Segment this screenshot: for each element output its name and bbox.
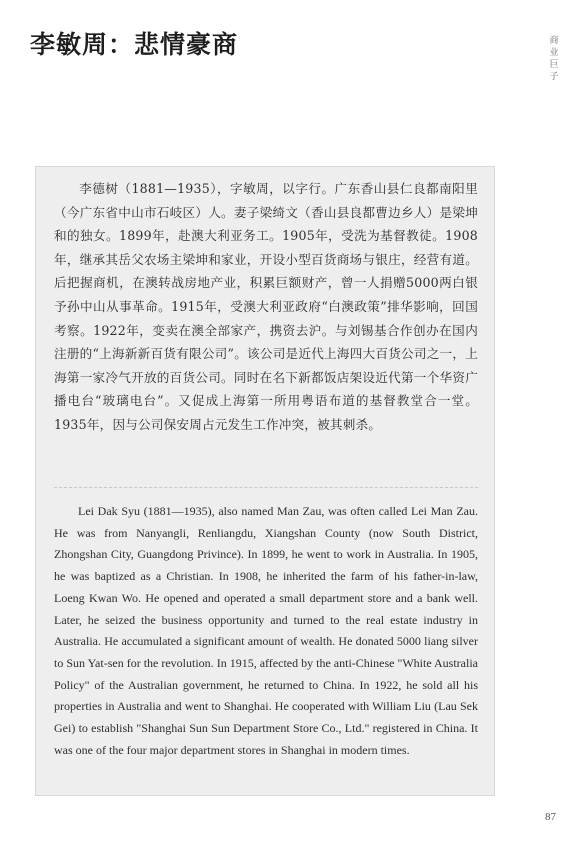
dashed-divider [54, 487, 478, 488]
page-title: 李敏周：悲情豪商 [30, 30, 239, 59]
page-number: 87 [545, 811, 556, 823]
biography-english: Lei Dak Syu (1881—1935), also named Man Zau, was often called Lei Man Zau. He was from Nanyangli, Renliangdu, Xiangshan County (now South District, Zhongshan City, Guangdong Privince). In 1899, he went to work in Australia. In 1905, he was baptized as a Christian. In 1908, he inherited the farm of his father-in-law, Loeng Kwan Wo. He opened and operated a small department store and a bank well. Later, he seized the business opportunity and turned to the real estate industry in Australia. He accumulated a significant amount of wealth. He donated 5000 liang silver to Sun Yat-sen for the revolution. In 1915, affected by the anti-Chinese "White Australia Policy" of the Australian government, he returned to China. In 1922, he sold all his properties in Australia and went to Shanghai. He cooperated with William Liu (Lau Sek Gei) to establish "Shanghai Sun Sun Department Store Co., Ltd." registered in China. It was one of the four major department stores in Shanghai in modern times. [54, 504, 478, 757]
biography-box [35, 166, 495, 796]
biography-chinese: 李德树（1881—1935），字敏周，以字行。广东香山县仁良都南阳里（今广东省中山市石岐区）人。妻子梁绮文（香山县良都曹边乡人）是梁坤和的独女。1899年，赴澳大利亚务工。1905年，受洗为基督教徒。1908年，继承其岳父农场主梁坤和家业，开设小型百货商场与银庄，经营有道。后把握商机，在澳转战房地产业，积累巨额财产，曾一人捐赠5000两白银予孙中山从事革命。1915年，受澳大利亚政府“白澳政策”排华影响，回国考察。1922年，变卖在澳全部家产，携资去沪。与刘锡基合作创办在国内注册的“上海新新百货有限公司”。该公司是近代上海四大百货公司之一，上海第一家冷气开放的百货公司。同时在名下新都饭店架设近代第一个华资广播电台“玻璃电台”。又促成上海第一所用粤语布道的基督教堂合一堂。1935年，因与公司保安周占元发生工作冲突，被其刺杀。 [54, 181, 478, 432]
section-label: 商业巨子 [549, 36, 559, 82]
